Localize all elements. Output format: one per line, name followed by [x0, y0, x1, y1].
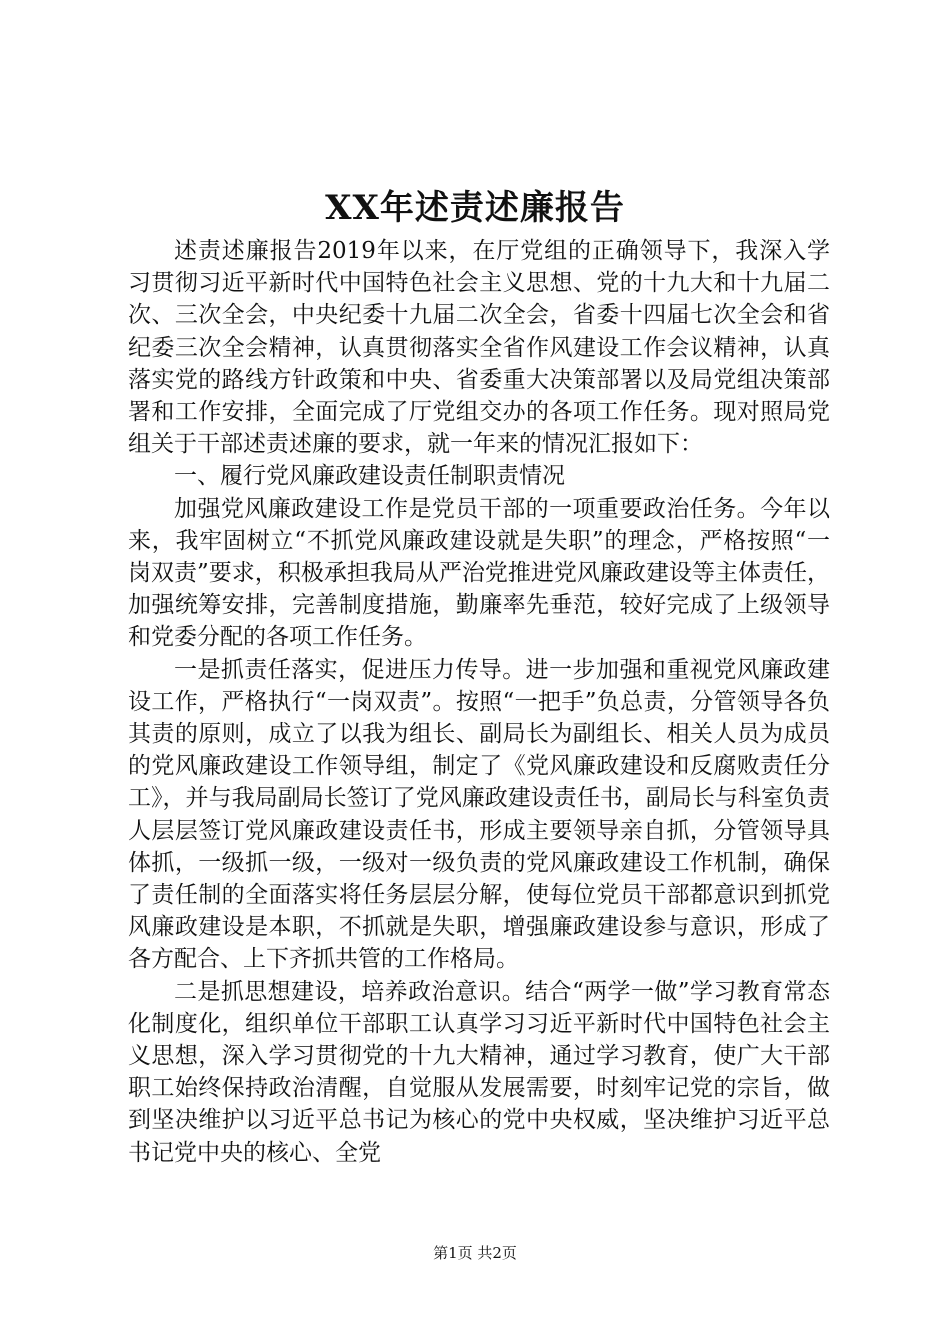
paragraph-ideology: 二是抓思想建设，培养政治意识。结合“两学一做”学习教育常态化制度化，组织单位干部职工认真学习习近平新时代中国特色社会主义思想，深入学习贯彻党的十九大精神，通过学习教育，使广大干部职工始终保持政治清醒，自觉服从发展需要，时刻牢记党的宗旨，做到坚决维护以习近平总书记为核心的党中央权威，坚决维护习近平总书记党中央的核心、全党	[128, 978, 830, 1166]
paragraph-intro: 述责述廉报告2019年以来，在厅党组的正确领导下，我深入学习贯彻习近平新时代中国特色社会主义思想、党的十九大和十九届二次、三次全会，中央纪委十九届二次全会，省委十四届七次全会和省纪委三次全会精神，认真贯彻落实全省作风建设工作会议精神，认真落实党的路线方针政策和中央、省委重大决策部署以及局党组决策部署和工作安排，全面完成了厅党组交办的各项工作任务。现对照局党组关于干部述责述廉的要求，就一年来的情况汇报如下：	[128, 238, 830, 458]
page-number-footer: 第1页 共2页	[433, 1244, 517, 1262]
section-heading-1: 一、履行党风廉政建设责任制职责情况	[174, 463, 565, 490]
paragraph-responsibility: 一是抓责任落实，促进压力传导。进一步加强和重视党风廉政建设工作，严格执行“一岗双责”。按照“一把手”负总责，分管领导各负其责的原则，成立了以我为组长、副局长为副组长、相关人员为成员的党风廉政建设工作领导组，制定了《党风廉政建设和反腐败责任分工》，并与我局副局长签订了党风廉政建设责任书，副局长与科室负责人层层签订党风廉政建设责任书，形成主要领导亲自抓，分管领导具体抓，一级抓一级，一级对一级负责的党风廉政建设工作机制，确保了责任制的全面落实将任务层层分解，使每位党员干部都意识到抓党风廉政建设是本职，不抓就是失职，增强廉政建设参与意识，形成了各方配合、上下齐抓共管的工作格局。	[128, 656, 830, 973]
document-title: XX年述责述廉报告	[325, 188, 625, 228]
document-body	[128, 235, 830, 1169]
paragraph-overview: 加强党风廉政建设工作是党员干部的一项重要政治任务。今年以来，我牢固树立“不抓党风廉政建设就是失职”的理念，严格按照“一岗双责”要求，积极承担我局从严治党推进党风廉政建设等主体责任，加强统筹安排，完善制度措施，勤廉率先垂范，较好完成了上级领导和党委分配的各项工作任务。	[128, 495, 830, 651]
